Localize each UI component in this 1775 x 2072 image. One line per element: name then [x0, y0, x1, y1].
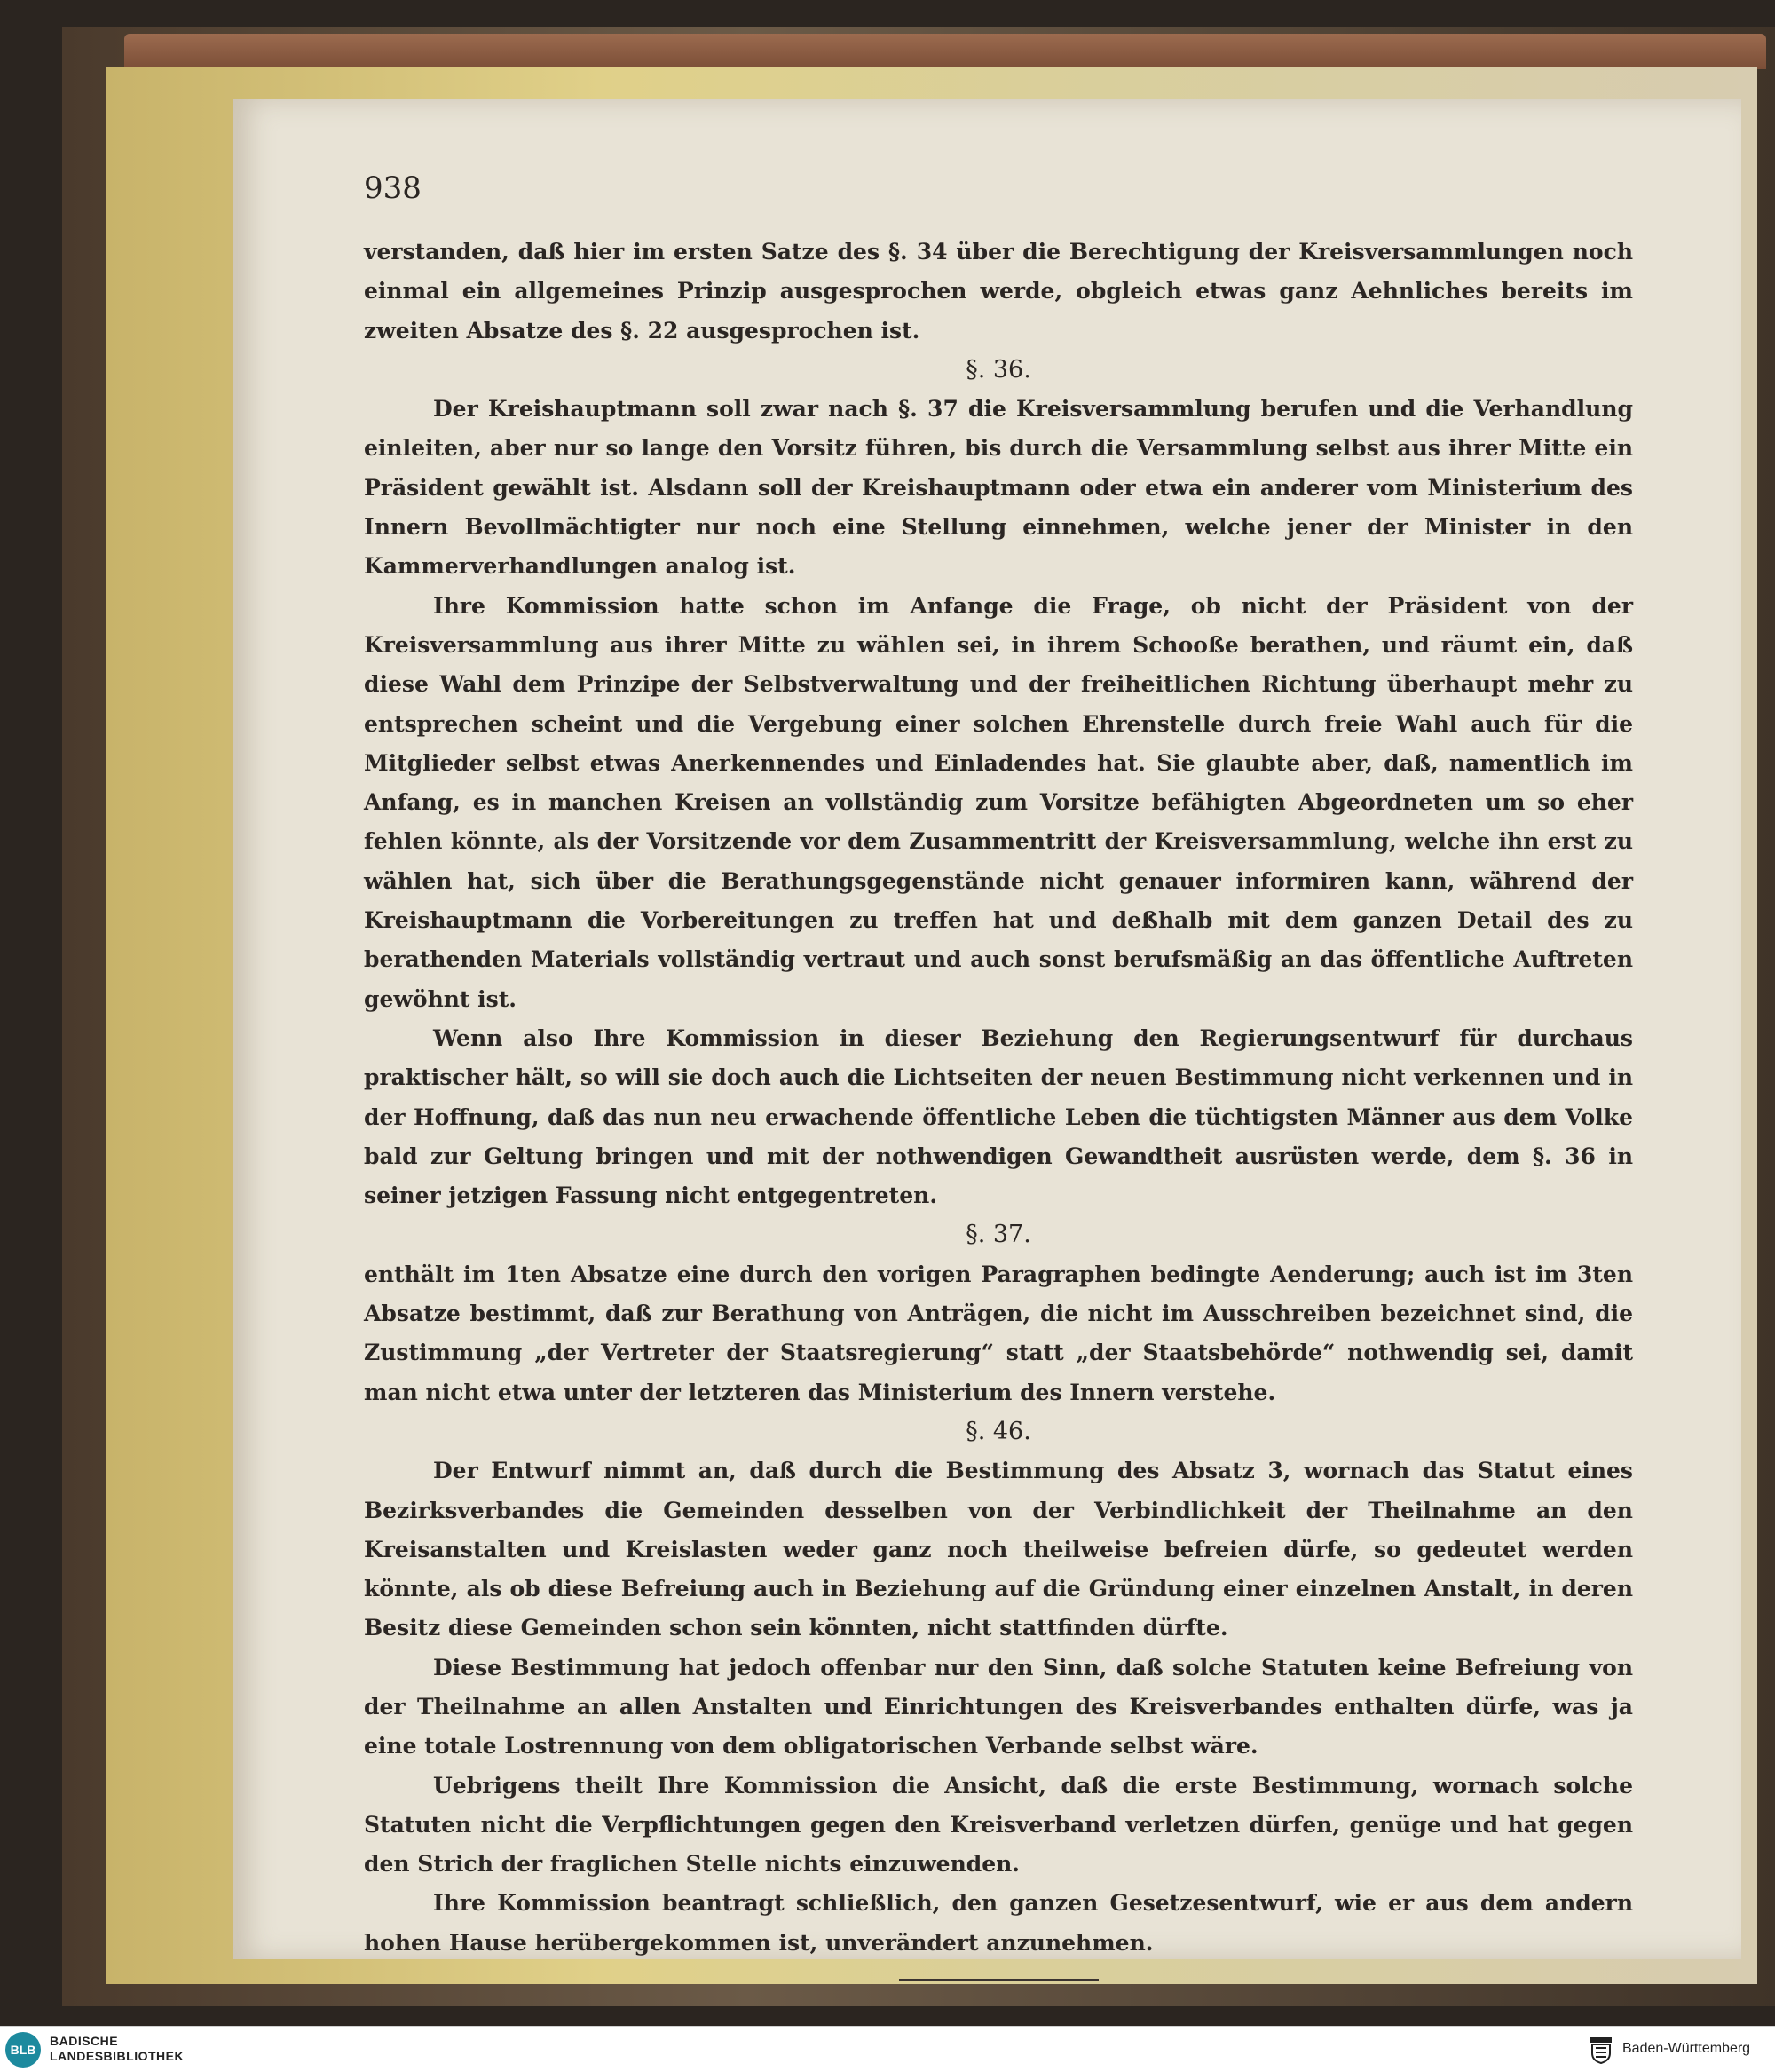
- end-rule: [899, 1979, 1099, 1981]
- paragraph: Uebrigens theilt Ihre Kommission die Ansicht, daß die erste Bestimmung, wornach solche Statuten nicht die Verpflichtungen gegen den Kreisverband verletzen dürfen, genüge und hat gegen den Strich der fraglichen Stelle nichts einzuwenden.: [364, 1772, 1633, 1878]
- paragraph: Der Entwurf nimmt an, daß durch die Bestimmung des Absatz 3, wornach das Statut eines Bezirksverbandes die Gemeinden desselben von der Verbindlichkeit der Theilnahme an den Kreisanstalten und Kreislasten weder ganz noch theilweise befreien dürfe, so gedeutet werden könnte, als ob diese Befreiung auch in Beziehung auf die Gründung einer einzelnen Anstalt, in deren Besitz diese Gemeinden schon sein könnten, nicht stattfinden dürfte.: [364, 1458, 1633, 1641]
- page-body-text: [364, 233, 1633, 1981]
- state-name[interactable]: Baden-Württemberg: [1622, 2041, 1751, 2056]
- section-heading: §. 36.: [966, 355, 1031, 384]
- paragraph: verstanden, daß hier im ersten Satze des §. 34 über die Berechtigung der Kreisversammlungen noch einmal ein allgemeines Prinzip ausgesprochen werde, obgleich etwas ganz Aehnliches bereits im zweiten Absatze des §. 22 ausgesprochen ist.: [364, 239, 1633, 344]
- library-name-line1: BADISCHE: [50, 2034, 119, 2048]
- paragraph: Ihre Kommission hatte schon im Anfange die Frage, ob nicht der Präsident von der Kreisversammlung aus ihrer Mitte zu wählen sei, in ihrem Schooße berathen, und räumt ein, daß diese Wahl dem Prinzipe der Selbstverwaltung und der freiheitlichen Richtung überhaupt mehr zu entsprechen scheint und die Vergebung einer solchen Ehrenstelle durch freie Wahl auch für die Mitglieder selbst etwas Anerkennendes und Einladendes hat. Sie glaubte aber, daß, namentlich im Anfang, es in manchen Kreisen an vollständig zum Vorsitze befähigten Abgeordneten um so eher fehlen könnte, als der Vorsitzende vor dem Zusammentritt der Kreisversammlung, welche ihn erst zu wählen hat, sich über die Berathungsgegenstände nicht genauer informiren kann, während der Kreishauptmann die Vorbereitungen zu treffen hat und deßhalb mit dem ganzen Detail des zu berathenden Materials vollständig vertraut und auch sonst berufsmäßig an das öffentliche Auftreten gewöhnt ist.: [364, 592, 1633, 1012]
- coat-of-arms-icon[interactable]: [1589, 2036, 1613, 2064]
- paragraph: Diese Bestimmung hat jedoch offenbar nur den Sinn, daß solche Statuten keine Befreiung von der Theilnahme an allen Anstalten und Einrichtungen des Kreisverbandes enthalten dürfe, was ja eine totale Lostrennung von dem obligatorischen Verbande selbst wäre.: [364, 1654, 1633, 1760]
- library-name[interactable]: [50, 2034, 184, 2064]
- paragraph: Der Kreishauptmann soll zwar nach §. 37 die Kreisversammlung berufen und die Verhandlung einleiten, aber nur so lange den Vorsitz führen, bis durch die Versammlung selbst aus ihrer Mitte ein Präsident gewählt ist. Alsdann soll der Kreishauptmann oder etwa ein anderer vom Ministerium des Innern Bevollmächtigter nur noch eine Stellung einnehmen, welche jener der Minister in den Kammerverhandlungen analog ist.: [364, 396, 1633, 580]
- section-heading: §. 46.: [966, 1417, 1031, 1445]
- blb-logo-icon[interactable]: BLB: [5, 2032, 41, 2068]
- section-heading: §. 37.: [966, 1221, 1031, 1249]
- paragraph: Wenn also Ihre Kommission in dieser Beziehung den Regierungsentwurf für durchaus praktischer hält, so will sie doch auch die Lichtseiten der neuen Bestimmung nicht verkennen und in der Hoffnung, daß das nun neu erwachende öffentliche Leben die tüchtigsten Männer aus dem Volke bald zur Geltung bringen und mit der nothwendigen Gewandtheit ausrüsten werde, dem §. 36 in seiner jetzigen Fassung nicht entgegentreten.: [364, 1024, 1633, 1209]
- book-spine-edge: [124, 34, 1766, 69]
- page-number: 938: [364, 170, 422, 206]
- library-name-line2: LANDESBIBLIOTHEK: [50, 2049, 185, 2063]
- paragraph: Ihre Kommission beantragt schließlich, den ganzen Gesetzesentwurf, wie er aus dem andern hohen Hause herübergekommen ist, unverändert anzunehmen.: [364, 1890, 1633, 1956]
- paragraph: enthält im 1ten Absatze eine durch den vorigen Paragraphen bedingte Aenderung; auch ist im 3ten Absatze bestimmt, daß zur Berathung von Anträgen, die nicht im Ausschreiben bezeichnet sind, die Zustimmung „der Vertreter der Staatsregierung“ statt „der Staatsbehörde“ nothwendig sei, damit man nicht etwa unter der letzteren das Ministerium des Innern verstehe.: [364, 1261, 1633, 1405]
- viewer-footer: [0, 2026, 1775, 2072]
